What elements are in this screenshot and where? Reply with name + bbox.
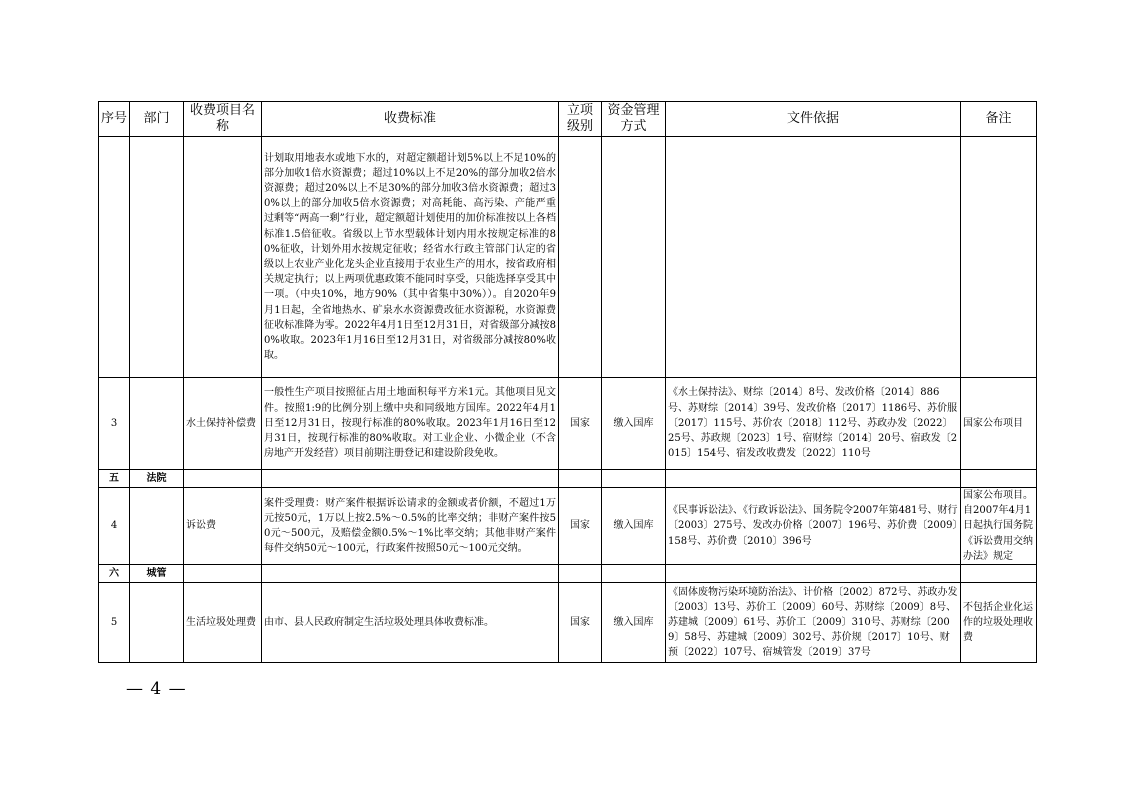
empty-cell: [961, 565, 1037, 583]
cell-remark: [961, 137, 1037, 378]
cell-basis: 《民事诉讼法》、《行政诉讼法》、国务院令2007年第481号、财行〔2003〕275号、发改办价格〔2007〕196号、苏价费〔2009〕158号、苏价费〔2010〕396号: [666, 488, 961, 565]
cell-basis: [666, 137, 961, 378]
header-basis: 文件依据: [666, 102, 961, 137]
cell-basis: 《水土保持法》、财综〔2014〕8号、发改价格〔2014〕886号、苏财综〔2014〕39号、发改价格〔2017〕1186号、苏价服〔2017〕115号、苏价农〔2018〕112号、苏政办发〔2022〕25号、苏政规〔2023〕1号、宿财综〔2014〕20号、宿政发〔2015〕154号、宿发改收费发〔2022〕110号: [666, 378, 961, 470]
empty-cell: [602, 470, 666, 488]
cell-funds: 缴入国库: [602, 488, 666, 565]
cell-seq: 3: [99, 378, 130, 470]
table-row: [99, 137, 1037, 378]
cell-dept: [130, 583, 184, 663]
cell-remark: 不包括企业化运作的垃圾处理收费: [961, 583, 1037, 663]
header-item: 收费项目名称: [184, 102, 262, 137]
fee-table: [98, 101, 1037, 663]
cell-level: 国家: [559, 583, 602, 663]
table-row: [99, 583, 1037, 663]
cell-item: [184, 137, 262, 378]
cell-level: 国家: [559, 488, 602, 565]
header-funds: 资金管理方式: [602, 102, 666, 137]
header-seq: 序号: [99, 102, 130, 137]
table-row: [99, 378, 1037, 470]
header-row: [99, 102, 1037, 137]
header-dept: 部门: [130, 102, 184, 137]
empty-cell: [184, 470, 262, 488]
empty-cell: [184, 565, 262, 583]
cell-seq: [99, 137, 130, 378]
section-number: 五: [99, 470, 130, 488]
cell-funds: [602, 137, 666, 378]
cell-dept: [130, 488, 184, 565]
cell-dept: [130, 378, 184, 470]
section-number: 六: [99, 565, 130, 583]
empty-cell: [559, 470, 602, 488]
header-remark: 备注: [961, 102, 1037, 137]
cell-item: 诉讼费: [184, 488, 262, 565]
table-row: [99, 488, 1037, 565]
cell-standard: 一般性生产项目按照征占用土地面积每平方米1元。其他项目见文件。按照1:9的比例分别上缴中央和同级地方国库。2022年4月1日至12月31日，按现行标准的80%收取。2023年1月16日至12月31日，按现行标准的80%收取。对工业企业、小微企业（不含房地产开发经营）项目前期注册登记和建设阶段免收。: [262, 378, 559, 470]
empty-cell: [666, 565, 961, 583]
empty-cell: [262, 470, 559, 488]
cell-item: 水土保持补偿费: [184, 378, 262, 470]
empty-cell: [602, 565, 666, 583]
cell-standard: 案件受理费：财产案件根据诉讼请求的金额或者价额，不超过1万元按50元，1万以上按2.5%～0.5%的比率交纳；非财产案件按50元～500元，及赔偿金额0.5%～1%比率交纳；其他非财产案件每件交纳50元～100元，行政案件按照50元～100元交纳。: [262, 488, 559, 565]
cell-funds: 缴入国库: [602, 378, 666, 470]
header-level: 立项级别: [559, 102, 602, 137]
empty-cell: [262, 565, 559, 583]
section-name: 法院: [130, 470, 184, 488]
cell-basis: 《固体废物污染环境防治法》、计价格〔2002〕872号、苏政办发〔2003〕13号、苏价工〔2009〕60号、苏财综〔2009〕8号、苏建城〔2009〕61号、苏价工〔2009〕310号、苏财综〔2009〕58号、苏建城〔2009〕302号、苏价规〔2017〕10号、财预〔2022〕107号、宿城管发〔2019〕37号: [666, 583, 961, 663]
cell-funds: 缴入国库: [602, 583, 666, 663]
cell-remark: 国家公布项目: [961, 378, 1037, 470]
cell-standard: 由市、县人民政府制定生活垃圾处理具体收费标准。: [262, 583, 559, 663]
section-name: 城管: [130, 565, 184, 583]
cell-level: [559, 137, 602, 378]
cell-item: 生活垃圾处理费: [184, 583, 262, 663]
cell-seq: 5: [99, 583, 130, 663]
cell-level: 国家: [559, 378, 602, 470]
section-row: [99, 565, 1037, 583]
cell-dept: [130, 137, 184, 378]
header-standard: 收费标准: [262, 102, 559, 137]
cell-seq: 4: [99, 488, 130, 565]
empty-cell: [961, 470, 1037, 488]
section-row: [99, 470, 1037, 488]
cell-standard: 计划取用地表水或地下水的，对超定额超计划5%以上不足10%的部分加收1倍水资源费；超过10%以上不足20%的部分加收2倍水资源费；超过20%以上不足30%的部分加收3倍水资源费；超过30%以上的部分加收5倍水资源费；对高耗能、高污染、产能严重过剩等“两高一剩”行业，超定额超计划使用的加价标准按以上各档标准1.5倍征收。省级以上节水型载体计划内用水按规定标准的80%征收，计划外用水按规定征收；经省水行政主管部门认定的省级以上农业产业化龙头企业直接用于农业生产的用水，按省政府相关规定执行；以上两项优惠政策不能同时享受，只能选择享受其中一项。（中央10%，地方90%（其中省集中30%））。自2020年9月1日起，全省地热水、矿泉水水资源费改征水资源税，水资源费征收标准降为零。2022年4月1日至12月31日，对省级部分减按80%收取。2023年1月16日至12月31日，对省级部分减按80%收取。: [262, 137, 559, 378]
page-number: — 4 —: [126, 679, 187, 699]
cell-remark: 国家公布项目。自2007年4月1日起执行国务院《诉讼费用交纳办法》规定: [961, 488, 1037, 565]
empty-cell: [559, 565, 602, 583]
empty-cell: [666, 470, 961, 488]
